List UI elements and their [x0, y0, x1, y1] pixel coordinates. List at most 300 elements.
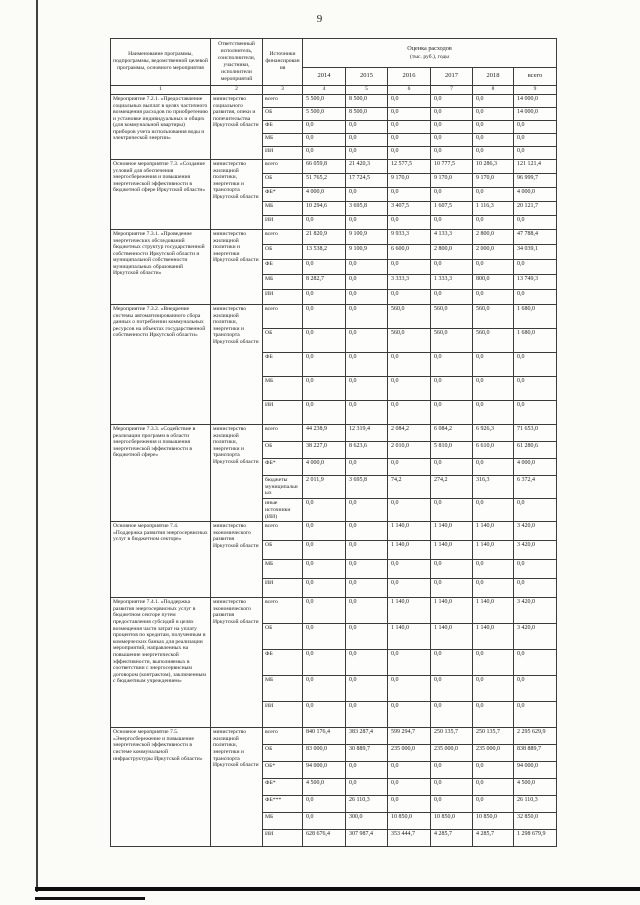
value-cell: 8 500,0 — [346, 94, 388, 107]
value-cell: 0,0 — [346, 762, 388, 779]
value-cell: 4 285,7 — [431, 830, 473, 847]
value-cell: 0,0 — [303, 624, 346, 650]
source-cell: бюджеты муниципальных — [263, 475, 303, 498]
source-cell: ФБ — [263, 650, 303, 676]
column-number: 3 — [263, 85, 303, 94]
value-cell: 0,0 — [514, 289, 557, 304]
source-cell: ИИ — [263, 215, 303, 229]
scan-bottom-line-secondary — [35, 897, 145, 900]
value-cell: 0,0 — [388, 215, 431, 229]
executor-cell: министерство экономического развития Иркутской области — [211, 598, 263, 728]
value-cell: 47 788,4 — [514, 229, 557, 244]
source-cell: МБ — [263, 560, 303, 579]
value-cell: 0,0 — [431, 676, 473, 702]
header-estimate-unit: (тыс. руб.), годы — [409, 54, 450, 61]
value-cell: 26 110,3 — [346, 796, 388, 813]
source-cell: МБ — [263, 676, 303, 702]
value-cell: 0,0 — [346, 541, 388, 560]
value-cell: 0,0 — [303, 541, 346, 560]
value-cell: 0,0 — [473, 458, 514, 475]
source-cell: ФБ* — [263, 458, 303, 475]
value-cell: 0,0 — [303, 146, 346, 159]
value-cell: 3 420,0 — [514, 598, 557, 624]
value-cell: 10 850,0 — [431, 813, 473, 830]
value-cell: 0,0 — [431, 499, 473, 522]
value-cell: 121 121,4 — [514, 159, 557, 173]
value-cell: 0,0 — [514, 676, 557, 702]
header-year-2018: 2018 — [473, 67, 514, 85]
program-cell: Основное мероприятие 7.5. «Энергосбережение и повышение энергетической эффективности в системе коммунальной инфраструктуры Иркутской области» — [111, 728, 211, 847]
value-cell: 1 333,3 — [431, 274, 473, 289]
value-cell: 0,0 — [514, 560, 557, 579]
value-cell: 4 500,0 — [303, 779, 346, 796]
value-cell: 1 140,0 — [473, 541, 514, 560]
source-cell: всего — [263, 304, 303, 328]
value-cell: 4 000,0 — [303, 458, 346, 475]
value-cell: 2 084,2 — [388, 424, 431, 441]
executor-cell: министерство экономического развития Иркутской области — [211, 522, 263, 598]
table-row — [111, 304, 557, 328]
value-cell: 0,0 — [431, 560, 473, 579]
funding-table-body — [111, 94, 557, 846]
source-cell: ФБ — [263, 259, 303, 274]
source-cell: ОБ* — [263, 762, 303, 779]
value-cell: 0,0 — [388, 796, 431, 813]
value-cell: 0,0 — [303, 304, 346, 328]
column-number: 4 — [303, 85, 346, 94]
value-cell: 0,0 — [431, 376, 473, 400]
value-cell: 38 227,0 — [303, 441, 346, 458]
table-row — [111, 229, 557, 244]
value-cell: 3 333,3 — [388, 274, 431, 289]
program-cell: Мероприятие 7.2.1. «Предоставление социальных выплат в целях частичного возмещения расходов по приобретению и установке индивидуальных и общих (для коммунальной квартиры) приборов учета использования воды и электрической энергии» — [111, 94, 211, 159]
source-cell: ОБ — [263, 745, 303, 762]
value-cell: 1 607,5 — [431, 201, 473, 215]
source-cell: всего — [263, 424, 303, 441]
value-cell: 0,0 — [431, 107, 473, 120]
value-cell: 560,0 — [473, 304, 514, 328]
value-cell: 0,0 — [388, 352, 431, 376]
value-cell: 0,0 — [473, 676, 514, 702]
value-cell: 0,0 — [303, 650, 346, 676]
value-cell: 0,0 — [303, 813, 346, 830]
scan-bottom-line — [35, 887, 640, 891]
value-cell: 0,0 — [473, 779, 514, 796]
value-cell: 0,0 — [346, 187, 388, 201]
source-cell: ИИ — [263, 400, 303, 424]
value-cell: 0,0 — [346, 400, 388, 424]
value-cell: 0,0 — [303, 796, 346, 813]
value-cell: 1 140,0 — [388, 624, 431, 650]
value-cell: 9 170,0 — [388, 173, 431, 187]
value-cell: 0,0 — [346, 133, 388, 146]
source-cell: ОБ — [263, 328, 303, 352]
table-row — [111, 424, 557, 441]
value-cell: 4 000,0 — [303, 187, 346, 201]
value-cell: 235 000,0 — [431, 745, 473, 762]
value-cell: 1 140,0 — [473, 624, 514, 650]
value-cell: 560,0 — [388, 328, 431, 352]
value-cell: 9 100,9 — [346, 244, 388, 259]
source-cell: ОБ — [263, 624, 303, 650]
value-cell: 12 577,5 — [388, 159, 431, 173]
value-cell: 0,0 — [388, 400, 431, 424]
table-row — [111, 522, 557, 541]
value-cell: 0,0 — [473, 560, 514, 579]
value-cell: 2 010,0 — [388, 441, 431, 458]
program-cell: Основное мероприятие 7.4. «Поддержка развития энергосервисных услуг в бюджетном секторе» — [111, 522, 211, 598]
program-cell: Мероприятие 7.3.2. «Внедрение системы автоматизированного сбора данных о потреблении коммунальных ресурсов на объектах государственной собственности Иркутской области» — [111, 304, 211, 424]
value-cell: 0,0 — [473, 762, 514, 779]
executor-cell: министерство социального развития, опеки и попечительства Иркутской области — [211, 94, 263, 159]
value-cell: 2 000,0 — [473, 244, 514, 259]
value-cell: 9 100,9 — [346, 229, 388, 244]
source-cell: ОБ — [263, 441, 303, 458]
value-cell: 3 407,5 — [388, 201, 431, 215]
value-cell: 1 140,0 — [473, 598, 514, 624]
value-cell: 3 695,8 — [346, 201, 388, 215]
value-cell: 1 140,0 — [388, 522, 431, 541]
value-cell: 250 135,7 — [431, 728, 473, 745]
value-cell: 21 820,9 — [303, 229, 346, 244]
column-number: 9 — [514, 85, 557, 94]
value-cell: 0,0 — [346, 259, 388, 274]
executor-cell: министерство жилищной политики, энергетики и транспорта Иркутской области — [211, 728, 263, 847]
source-cell: ИИ — [263, 146, 303, 159]
value-cell: 6 372,4 — [514, 475, 557, 498]
value-cell: 0,0 — [388, 376, 431, 400]
value-cell: 4 000,0 — [514, 458, 557, 475]
source-cell: всего — [263, 94, 303, 107]
value-cell: 838 889,7 — [514, 745, 557, 762]
header-year-2014: 2014 — [303, 67, 346, 85]
value-cell: 0,0 — [303, 598, 346, 624]
value-cell: 0,0 — [388, 259, 431, 274]
value-cell: 14 000,0 — [514, 107, 557, 120]
value-cell: 0,0 — [514, 259, 557, 274]
source-cell: всего — [263, 159, 303, 173]
value-cell: 0,0 — [431, 400, 473, 424]
value-cell: 13 749,3 — [514, 274, 557, 289]
value-cell: 2 295 629,9 — [514, 728, 557, 745]
value-cell: 0,0 — [514, 650, 557, 676]
table-header — [111, 39, 557, 95]
value-cell: 0,0 — [514, 146, 557, 159]
value-cell: 0,0 — [303, 352, 346, 376]
value-cell: 8 623,6 — [346, 441, 388, 458]
value-cell: 0,0 — [473, 146, 514, 159]
value-cell: 13 538,2 — [303, 244, 346, 259]
value-cell: 6 610,0 — [473, 441, 514, 458]
value-cell: 14 000,0 — [514, 94, 557, 107]
value-cell: 0,0 — [388, 579, 431, 598]
value-cell: 1 140,0 — [473, 522, 514, 541]
value-cell: 1 680,0 — [514, 328, 557, 352]
value-cell: 0,0 — [473, 120, 514, 133]
source-cell: всего — [263, 728, 303, 745]
value-cell: 0,0 — [303, 499, 346, 522]
value-cell: 800,0 — [473, 274, 514, 289]
value-cell: 12 319,4 — [346, 424, 388, 441]
value-cell: 1 140,0 — [431, 522, 473, 541]
value-cell: 0,0 — [303, 560, 346, 579]
value-cell: 0,0 — [388, 146, 431, 159]
value-cell: 0,0 — [346, 598, 388, 624]
value-cell: 0,0 — [388, 702, 431, 728]
value-cell: 0,0 — [514, 376, 557, 400]
column-number: 6 — [388, 85, 431, 94]
table-row — [111, 728, 557, 745]
value-cell: 0,0 — [514, 352, 557, 376]
value-cell: 0,0 — [514, 499, 557, 522]
value-cell: 0,0 — [473, 400, 514, 424]
value-cell: 0,0 — [388, 779, 431, 796]
value-cell: 0,0 — [431, 289, 473, 304]
value-cell: 6 600,0 — [388, 244, 431, 259]
value-cell: 17 724,5 — [346, 173, 388, 187]
value-cell: 3 420,0 — [514, 624, 557, 650]
value-cell: 250 135,7 — [473, 728, 514, 745]
value-cell: 30 889,7 — [346, 745, 388, 762]
value-cell: 9 170,0 — [431, 173, 473, 187]
value-cell: 0,0 — [388, 560, 431, 579]
value-cell: 300,0 — [346, 813, 388, 830]
value-cell: 0,0 — [303, 133, 346, 146]
value-cell: 0,0 — [303, 400, 346, 424]
value-cell: 0,0 — [346, 376, 388, 400]
value-cell: 26 110,3 — [514, 796, 557, 813]
value-cell: 10 850,0 — [473, 813, 514, 830]
source-cell: МБ — [263, 376, 303, 400]
value-cell: 44 238,9 — [303, 424, 346, 441]
program-cell: Мероприятие 7.3.3. «Содействие в реализации программ в области энергосбережения и повышения энергетической эффективности в бюджетной сфере» — [111, 424, 211, 521]
value-cell: 0,0 — [388, 676, 431, 702]
source-cell: МБ — [263, 201, 303, 215]
value-cell: 0,0 — [431, 762, 473, 779]
value-cell: 0,0 — [346, 522, 388, 541]
value-cell: 0,0 — [431, 702, 473, 728]
value-cell: 560,0 — [431, 304, 473, 328]
value-cell: 0,0 — [388, 133, 431, 146]
value-cell: 0,0 — [431, 146, 473, 159]
value-cell: 0,0 — [388, 94, 431, 107]
value-cell: 0,0 — [346, 702, 388, 728]
value-cell: 0,0 — [473, 259, 514, 274]
value-cell: 0,0 — [431, 650, 473, 676]
value-cell: 1 140,0 — [431, 541, 473, 560]
source-cell: ИИ — [263, 579, 303, 598]
source-cell: всего — [263, 229, 303, 244]
value-cell: 0,0 — [346, 289, 388, 304]
value-cell: 4 000,0 — [514, 187, 557, 201]
value-cell: 0,0 — [473, 376, 514, 400]
value-cell: 560,0 — [431, 328, 473, 352]
value-cell: 1 140,0 — [388, 541, 431, 560]
value-cell: 0,0 — [431, 120, 473, 133]
source-cell: иные источники (ИИ) — [263, 499, 303, 522]
value-cell: 0,0 — [431, 187, 473, 201]
value-cell: 8 500,0 — [346, 107, 388, 120]
value-cell: 235 000,0 — [473, 745, 514, 762]
column-number: 7 — [431, 85, 473, 94]
value-cell: 0,0 — [303, 579, 346, 598]
value-cell: 0,0 — [388, 499, 431, 522]
value-cell: 0,0 — [346, 352, 388, 376]
source-cell: ОБ — [263, 107, 303, 120]
value-cell: 0,0 — [303, 676, 346, 702]
value-cell: 0,0 — [303, 259, 346, 274]
header-estimate-title: Оценка расходов — [407, 44, 452, 52]
value-cell: 0,0 — [473, 107, 514, 120]
value-cell: 0,0 — [514, 702, 557, 728]
program-cell: Основное мероприятие 7.3. «Создание условий для обеспечения энергосбережения и повышения энергетической эффективности в бюджетной сфере Иркутской области» — [111, 159, 211, 229]
value-cell: 6 084,2 — [431, 424, 473, 441]
executor-cell: министерство жилищной политики, энергетики и транспорта Иркутской области — [211, 159, 263, 229]
value-cell: 1 116,3 — [473, 201, 514, 215]
value-cell: 0,0 — [346, 120, 388, 133]
value-cell: 307 987,4 — [346, 830, 388, 847]
value-cell: 2 800,0 — [473, 229, 514, 244]
column-number: 5 — [346, 85, 388, 94]
source-cell: МБ — [263, 133, 303, 146]
value-cell: 5 810,0 — [431, 441, 473, 458]
executor-cell: министерство жилищной политики, энергетики и транспорта Иркутской области — [211, 424, 263, 521]
value-cell: 0,0 — [473, 796, 514, 813]
value-cell: 0,0 — [346, 215, 388, 229]
value-cell: 20 121,7 — [514, 201, 557, 215]
value-cell: 0,0 — [431, 259, 473, 274]
value-cell: 51 765,2 — [303, 173, 346, 187]
value-cell: 0,0 — [346, 458, 388, 475]
source-cell: ИИ — [263, 830, 303, 847]
source-cell: всего — [263, 522, 303, 541]
source-cell: ОБ — [263, 244, 303, 259]
value-cell: 0,0 — [431, 579, 473, 598]
table-row — [111, 598, 557, 624]
value-cell: 0,0 — [346, 579, 388, 598]
value-cell: 10 850,0 — [388, 813, 431, 830]
value-cell: 96 999,7 — [514, 173, 557, 187]
value-cell: 3 695,8 — [346, 475, 388, 498]
value-cell: 0,0 — [473, 215, 514, 229]
header-source-column: Источники финансирования — [263, 39, 303, 86]
value-cell: 5 500,0 — [303, 107, 346, 120]
value-cell: 83 000,0 — [303, 745, 346, 762]
value-cell: 4 500,0 — [514, 779, 557, 796]
value-cell: 34 039,1 — [514, 244, 557, 259]
value-cell: 0,0 — [473, 650, 514, 676]
source-cell: ИИ — [263, 702, 303, 728]
column-number: 1 — [111, 85, 211, 94]
value-cell: 0,0 — [346, 779, 388, 796]
header-main-row — [111, 39, 557, 68]
value-cell: 0,0 — [473, 579, 514, 598]
value-cell: 235 000,0 — [388, 745, 431, 762]
value-cell: 4 285,7 — [473, 830, 514, 847]
header-year-2015: 2015 — [346, 67, 388, 85]
value-cell: 0,0 — [431, 779, 473, 796]
source-cell: ОБ — [263, 541, 303, 560]
value-cell: 6 926,3 — [473, 424, 514, 441]
value-cell: 21 420,3 — [346, 159, 388, 173]
header-column-numbers-row — [111, 85, 557, 94]
value-cell: 628 676,4 — [303, 830, 346, 847]
value-cell: 0,0 — [431, 352, 473, 376]
value-cell: 0,0 — [346, 560, 388, 579]
value-cell: 1 298 679,9 — [514, 830, 557, 847]
value-cell: 71 653,0 — [514, 424, 557, 441]
source-cell: МБ — [263, 813, 303, 830]
value-cell: 0,0 — [346, 624, 388, 650]
scan-left-edge-line — [36, 0, 38, 892]
value-cell: 0,0 — [514, 120, 557, 133]
value-cell: 0,0 — [303, 522, 346, 541]
source-cell: ИИ — [263, 289, 303, 304]
table-row — [111, 159, 557, 173]
value-cell: 0,0 — [303, 376, 346, 400]
value-cell: 0,0 — [473, 702, 514, 728]
value-cell: 560,0 — [473, 328, 514, 352]
value-cell: 9 933,3 — [388, 229, 431, 244]
value-cell: 1 140,0 — [431, 624, 473, 650]
value-cell: 1 140,0 — [431, 598, 473, 624]
value-cell: 0,0 — [346, 676, 388, 702]
value-cell: 0,0 — [346, 328, 388, 352]
value-cell: 0,0 — [303, 328, 346, 352]
page-number: 9 — [316, 13, 324, 25]
program-cell: Мероприятие 7.3.1. «Проведение энергетических обследований бюджетных структур государственной собственности Иркутской области и муниципальной собственности муниципальных образований Иркутской области» — [111, 229, 211, 304]
value-cell: 94 000,0 — [303, 762, 346, 779]
value-cell: 599 294,7 — [388, 728, 431, 745]
value-cell: 2 800,0 — [431, 244, 473, 259]
value-cell: 2 011,9 — [303, 475, 346, 498]
source-cell: ФБ — [263, 120, 303, 133]
value-cell: 10 777,5 — [431, 159, 473, 173]
value-cell: 0,0 — [303, 120, 346, 133]
value-cell: 10 294,6 — [303, 201, 346, 215]
value-cell: 0,0 — [431, 133, 473, 146]
value-cell: 274,2 — [431, 475, 473, 498]
source-cell: ФБ — [263, 352, 303, 376]
value-cell: 353 444,7 — [388, 830, 431, 847]
value-cell: 0,0 — [388, 289, 431, 304]
value-cell: 0,0 — [346, 650, 388, 676]
header-executor-column: Ответственный исполнитель, соисполнители, участники, исполнители мероприятий — [211, 39, 263, 86]
value-cell: 0,0 — [473, 289, 514, 304]
value-cell: 0,0 — [514, 215, 557, 229]
value-cell: 0,0 — [514, 579, 557, 598]
value-cell: 560,0 — [388, 304, 431, 328]
source-cell: ФБ* — [263, 187, 303, 201]
value-cell: 840 176,4 — [303, 728, 346, 745]
executor-cell: министерство жилищной политики, энергетики и транспорта Иркутской области — [211, 304, 263, 424]
value-cell: 1 680,0 — [514, 304, 557, 328]
value-cell: 0,0 — [346, 274, 388, 289]
value-cell: 74,2 — [388, 475, 431, 498]
value-cell: 0,0 — [473, 187, 514, 201]
value-cell: 0,0 — [514, 133, 557, 146]
value-cell: 32 850,0 — [514, 813, 557, 830]
value-cell: 1 140,0 — [388, 598, 431, 624]
value-cell: 66 059,8 — [303, 159, 346, 173]
header-estimate-group — [303, 39, 557, 68]
value-cell: 0,0 — [514, 400, 557, 424]
value-cell: 0,0 — [473, 352, 514, 376]
source-cell: МБ — [263, 274, 303, 289]
value-cell: 0,0 — [346, 499, 388, 522]
value-cell: 0,0 — [473, 499, 514, 522]
value-cell: 0,0 — [473, 133, 514, 146]
